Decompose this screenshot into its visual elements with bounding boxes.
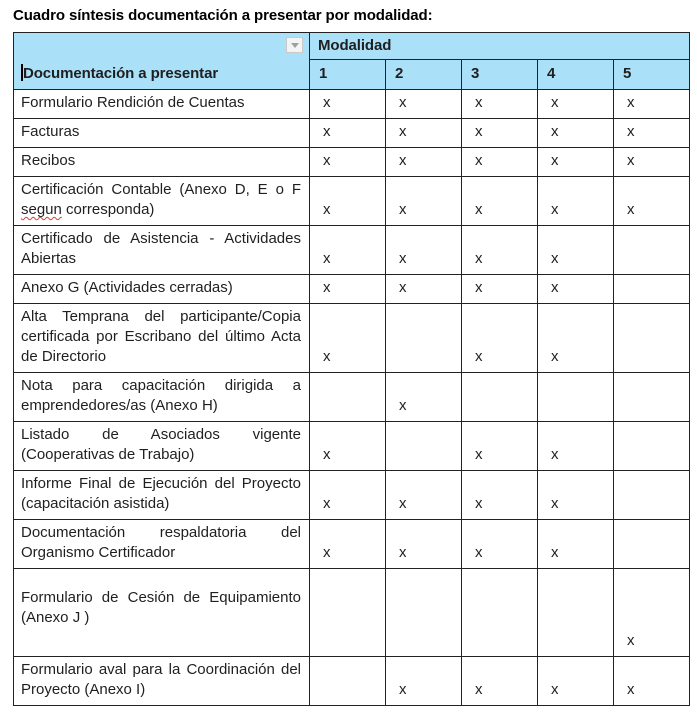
modalidad-table — [13, 32, 690, 706]
mark-cell-empty — [614, 471, 690, 520]
mark-cell-checked: x — [538, 520, 614, 569]
table-header — [14, 33, 690, 90]
mark-cell-empty — [386, 569, 462, 657]
mark-cell-checked: x — [386, 90, 462, 119]
mark-cell-empty — [614, 520, 690, 569]
mark-cell-empty — [614, 275, 690, 304]
mark-cell-checked: x — [310, 520, 386, 569]
table-row — [14, 657, 690, 706]
mark-cell-empty — [310, 569, 386, 657]
doc-label-text: Nota para capacitación dirigida a emprendedores/as (Anexo H) — [21, 377, 301, 414]
mark-cell-checked: x — [310, 177, 386, 226]
doc-label-cell — [14, 520, 310, 569]
corner-header-cell — [14, 33, 310, 90]
mark-cell-checked: x — [614, 569, 690, 657]
mark-cell-empty — [614, 373, 690, 422]
mark-cell-checked: x — [462, 177, 538, 226]
doc-label-cell — [14, 148, 310, 177]
table-row — [14, 422, 690, 471]
mark-cell-empty — [462, 373, 538, 422]
doc-label-text: Certificación Contable (Anexo D, E o F — [21, 181, 301, 198]
mark-cell-empty — [614, 226, 690, 275]
mark-cell-checked: x — [310, 119, 386, 148]
table-caption: Cuadro síntesis documentación a presentar por modalidad: — [13, 7, 433, 24]
mark-cell-empty — [310, 373, 386, 422]
mark-cell-checked: x — [538, 226, 614, 275]
doc-label-cell — [14, 373, 310, 422]
doc-label-text: Facturas — [21, 123, 80, 140]
mark-cell-checked: x — [538, 119, 614, 148]
table-row — [14, 148, 690, 177]
doc-label-cell — [14, 119, 310, 148]
mark-cell-checked: x — [538, 422, 614, 471]
doc-label-cell — [14, 275, 310, 304]
table-row — [14, 304, 690, 373]
mark-cell-checked: x — [538, 148, 614, 177]
mark-cell-checked: x — [386, 119, 462, 148]
filter-dropdown-button[interactable] — [286, 37, 303, 53]
mark-cell-checked: x — [386, 471, 462, 520]
mark-cell-empty — [462, 569, 538, 657]
mark-cell-checked: x — [538, 275, 614, 304]
mark-cell-checked: x — [386, 520, 462, 569]
doc-label-text: Formulario Rendición de Cuentas — [21, 94, 245, 111]
mark-cell-checked: x — [386, 226, 462, 275]
mark-cell-checked: x — [538, 304, 614, 373]
doc-label-cell — [14, 226, 310, 275]
mark-cell-checked: x — [462, 226, 538, 275]
mark-cell-checked: x — [462, 148, 538, 177]
table-body — [14, 90, 690, 706]
mark-cell-checked: x — [614, 90, 690, 119]
mark-cell-checked: x — [386, 373, 462, 422]
mark-cell-empty — [538, 373, 614, 422]
mark-cell-checked: x — [310, 275, 386, 304]
modalidad-col-header-5: 5 — [614, 60, 690, 90]
chevron-down-icon — [291, 43, 299, 48]
mark-cell-checked: x — [462, 119, 538, 148]
table-row — [14, 90, 690, 119]
doc-label-cell — [14, 304, 310, 373]
table-row — [14, 569, 690, 657]
mark-cell-checked: x — [538, 90, 614, 119]
mark-cell-empty — [386, 422, 462, 471]
mark-cell-checked: x — [538, 177, 614, 226]
doc-label-cell — [14, 657, 310, 706]
doc-label-text: Listado de Asociados vigente (Cooperativas de Trabajo) — [21, 426, 301, 463]
table-row — [14, 471, 690, 520]
mark-cell-checked: x — [614, 177, 690, 226]
mark-cell-empty — [614, 422, 690, 471]
mark-cell-empty — [538, 569, 614, 657]
mark-cell-checked: x — [614, 119, 690, 148]
modalidad-group-header: Modalidad — [310, 33, 690, 60]
mark-cell-checked: x — [386, 275, 462, 304]
mark-cell-checked: x — [614, 148, 690, 177]
table-row — [14, 177, 690, 226]
doc-label-text: Informe Final de Ejecución del Proyecto (capacitación asistida) — [21, 475, 301, 512]
mark-cell-checked: x — [462, 90, 538, 119]
table-row — [14, 275, 690, 304]
modalidad-col-header-1: 1 — [310, 60, 386, 90]
table-row — [14, 373, 690, 422]
modalidad-col-header-4: 4 — [538, 60, 614, 90]
doc-label-cell — [14, 90, 310, 119]
misspelled-word: segun — [21, 201, 62, 218]
mark-cell-checked: x — [538, 471, 614, 520]
mark-cell-checked: x — [538, 657, 614, 706]
doc-label-text: Certificado de Asistencia - Actividades Abiertas — [21, 230, 301, 267]
mark-cell-checked: x — [310, 148, 386, 177]
corner-header-label: Documentación a presentar — [23, 65, 219, 82]
table-row — [14, 226, 690, 275]
mark-cell-empty — [310, 657, 386, 706]
mark-cell-checked: x — [386, 148, 462, 177]
modalidad-col-header-2: 2 — [386, 60, 462, 90]
modalidad-col-header-3: 3 — [462, 60, 538, 90]
doc-label-text: Anexo G (Actividades cerradas) — [21, 279, 233, 296]
mark-cell-checked: x — [386, 177, 462, 226]
doc-label-text: Formulario de Cesión de Equipamiento (Anexo J ) — [21, 589, 301, 626]
mark-cell-checked: x — [310, 90, 386, 119]
mark-cell-checked: x — [462, 471, 538, 520]
table-row — [14, 520, 690, 569]
doc-label-cell — [14, 471, 310, 520]
doc-label-cell — [14, 422, 310, 471]
mark-cell-checked: x — [462, 422, 538, 471]
doc-label-cell — [14, 569, 310, 657]
mark-cell-checked: x — [614, 657, 690, 706]
mark-cell-checked: x — [462, 275, 538, 304]
mark-cell-checked: x — [462, 657, 538, 706]
doc-label-text: corresponda) — [61, 201, 155, 218]
mark-cell-checked: x — [310, 226, 386, 275]
doc-label-text: Alta Temprana del participante/Copia certificada por Escribano del último Acta de Directorio — [21, 308, 301, 365]
doc-label-text: Formulario aval para la Coordinación del Proyecto (Anexo I) — [21, 661, 301, 698]
table-row — [14, 119, 690, 148]
doc-label-cell — [14, 177, 310, 226]
mark-cell-checked: x — [310, 304, 386, 373]
doc-label-text: Recibos — [21, 152, 76, 169]
header-group-row — [14, 33, 690, 60]
mark-cell-checked: x — [462, 304, 538, 373]
mark-cell-empty — [386, 304, 462, 373]
doc-label-text: Documentación respaldatoria del Organismo Certificador — [21, 524, 301, 561]
mark-cell-checked: x — [310, 471, 386, 520]
mark-cell-checked: x — [386, 657, 462, 706]
mark-cell-checked: x — [310, 422, 386, 471]
mark-cell-checked: x — [462, 520, 538, 569]
mark-cell-empty — [614, 304, 690, 373]
